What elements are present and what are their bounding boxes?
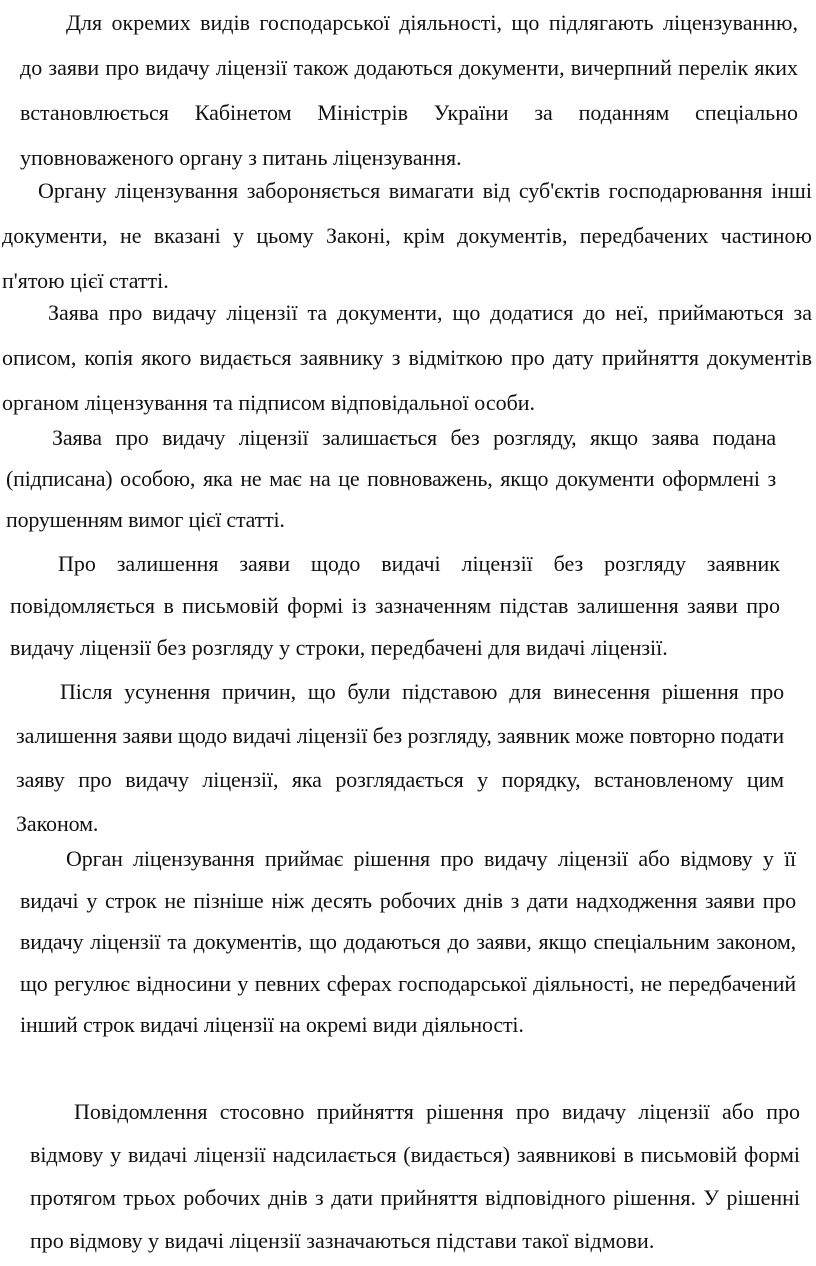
paragraph-6: Після усунення причин, що були підставою для винесення рішення про залишення заяви щодо видачі ліцензії без розгляду, заявник може повторно подати заяву про видачу ліцензії, яка розглядається у порядку, встановленому цим Законом. (16, 679, 784, 836)
paragraph-4: Заява про видачу ліцензії залишається без розгляду, якщо заява подана (підписана) особою, яка не має на це повноважень, якщо документи оформлені з порушенням вимог цієї статті. (6, 425, 776, 532)
paragraph-8: Повідомлення стосовно прийняття рішення про видачу ліцензії або про відмову у видачі ліцензії надсилається (видається) заявникові в письмовій формі протягом трьох робочих днів з дати прийняття відповідного рішення. У рішенні про відмову у видачі ліцензії зазначаються підстави такої відмови. (30, 1099, 800, 1253)
paragraph-3: Заява про видачу ліцензії та документи, що додатися до неї, приймаються за описом, копія якого видається заявнику з відміткою про дату прийняття документів органом ліцензування та підписом відповідальної особи. (2, 300, 812, 415)
paragraph-5: Про залишення заяви щодо видачі ліцензії без розгляду заявник повідомляється в письмовій формі із зазначенням підстав залишення заяви про видачу ліцензії без розгляду у строки, передбачені для видачі ліцензії. (10, 551, 780, 660)
paragraph-1: Для окремих видів господарської діяльності, що підлягають ліцензуванню, до заяви про видачу ліцензії також додаються документи, вичерпний перелік яких встановлюється Кабінетом Міністрів України за поданням спеціально уповноваженого органу з питань ліцензування. (20, 10, 798, 170)
paragraph-2: Органу ліцензування забороняється вимагати від суб'єктів господарювання інші документи, не вказані у цьому Законі, крім документів, передбачених частиною п'ятою цієї статті. (2, 178, 812, 293)
paragraph-7: Орган ліцензування приймає рішення про видачу ліцензії або відмову у її видачі у строк не пізніше ніж десять робочих днів з дати надходження заяви про видачу ліцензії та документів, що додаються до заяви, якщо спеціальним законом, що регулює відносини у певних сферах господарської діяльності, не передбачений інший строк видачі ліцензії на окремі види діяльності. (20, 846, 796, 1037)
